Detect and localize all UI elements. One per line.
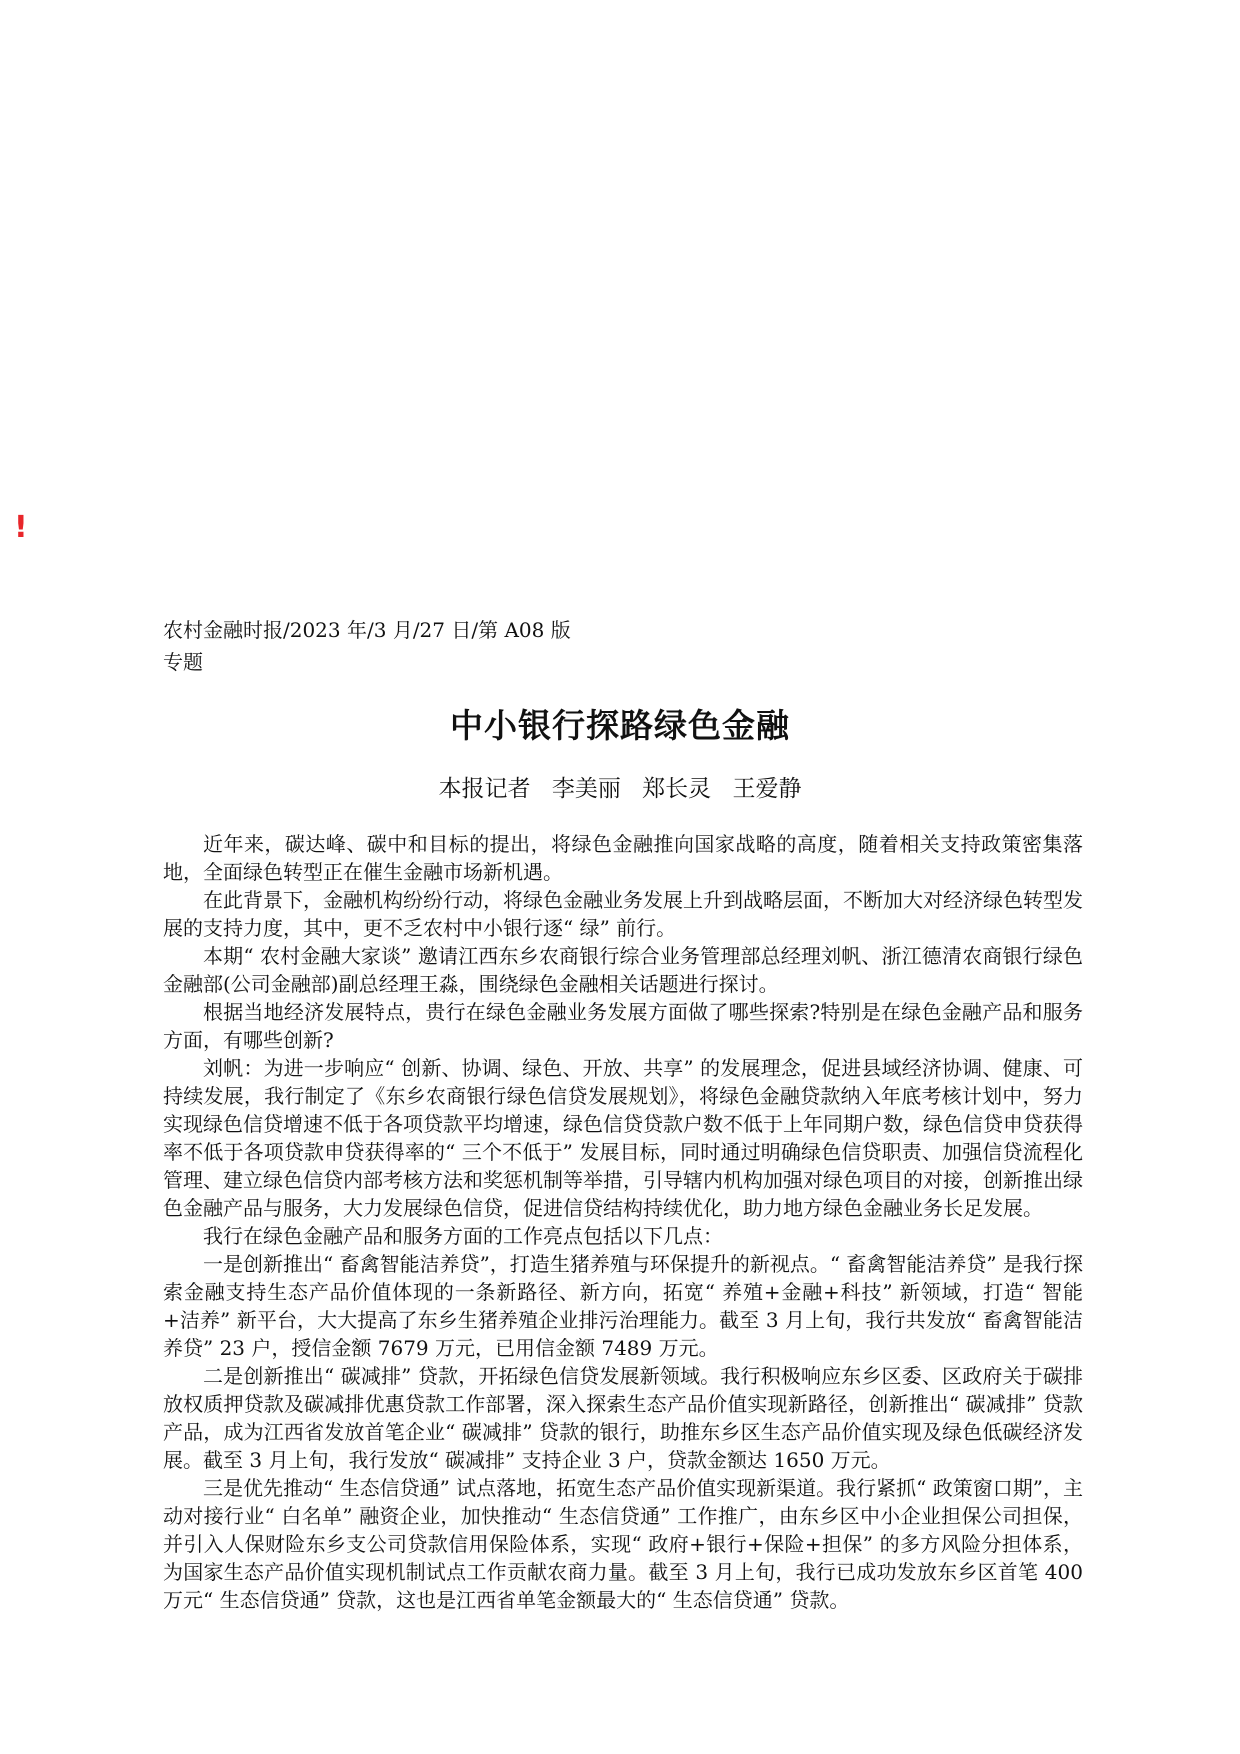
paragraph-background: 在此背景下，金融机构纷纷行动，将绿色金融业务发展上升到战略层面，不断加大对经济绿色转型发展的支持力度，其中，更不乏农村中小银行逐“ 绿” 前行。 (163, 888, 1083, 940)
byline-prefix: 本报记者 (438, 776, 531, 802)
byline (0, 770, 1240, 803)
paragraph-question: 根据当地经济发展特点，贵行在绿色金融业务发展方面做了哪些探索?特别是在绿色金融产品和服务方面，有哪些创新? (163, 1000, 1083, 1052)
source-line: 农村金融时报/2023 年/3 月/27 日/第 A08 版专题 (163, 618, 571, 674)
article-title: 中小银行探路绿色金融 (450, 706, 790, 745)
red-exclamation-mark: ! (14, 510, 28, 545)
paragraph-highlights-intro: 我行在绿色金融产品和服务方面的工作亮点包括以下几点： (203, 1224, 723, 1248)
article-body (163, 830, 1083, 1614)
paragraph-highlight-3: 三是优先推动“ 生态信贷通” 试点落地，拓宽生态产品价值实现新渠道。我行紧抓“ 政策窗口期”，主动对接行业“ 白名单” 融资企业，加快推动“ 生态信贷通” 工作推广，由东乡区中小企业担保公司担保，并引入人保财险东乡支公司贷款信用保险体系，实现“ 政府+银行+保险+担保” 的多方风险分担体系，为国家生态产品价值实现机制试点工作贡献农商力量。截至 3 月上旬，我行已成功发放东乡区首笔 400 万元“ 生态信贷通” 贷款，这也是江西省单笔金额最大的“ 生态信贷通” 贷款。 (163, 1476, 1083, 1612)
byline-author: 王爱静 (732, 776, 802, 802)
byline-author: 李美丽 (551, 776, 621, 802)
paragraph-answer: 刘帆：为进一步响应“ 创新、协调、绿色、开放、共享” 的发展理念，促进县域经济协调、健康、可持续发展，我行制定了《东乡农商银行绿色信贷发展规划》，将绿色金融贷款纳入年底考核计划中，努力实现绿色信贷增速不低于各项贷款平均增速，绿色信贷贷款户数不低于上年同期户数，绿色信贷申贷获得率不低于各项贷款申贷获得率的“ 三个不低于” 发展目标，同时通过明确绿色信贷职责、加强信贷流程化管理、建立绿色信贷内部考核方法和奖惩机制等举措，引导辖内机构加强对绿色项目的对接，创新推出绿色金融产品与服务，大力发展绿色信贷，促进信贷结构持续优化，助力地方绿色金融业务长足发展。 (163, 1056, 1083, 1220)
paragraph-intro: 近年来，碳达峰、碳中和目标的提出，将绿色金融推向国家战略的高度，随着相关支持政策密集落地，全面绿色转型正在催生金融市场新机遇。 (163, 832, 1083, 884)
paragraph-highlight-1: 一是创新推出“ 畜禽智能洁养贷”，打造生猪养殖与环保提升的新视点。“ 畜禽智能洁养贷” 是我行探索金融支持生态产品价值体现的一条新路径、新方向，拓宽“ 养殖+金融+科技” 新领域，打造“ 智能+洁养” 新平台，大大提高了东乡生猪养殖企业排污治理能力。截至 3 月上旬，我行共发放“ 畜禽智能洁养贷” 23 户，授信金额 7679 万元，已用信金额 7489 万元。 (163, 1252, 1083, 1360)
byline-author: 郑长灵 (642, 776, 712, 802)
paragraph-highlight-2: 二是创新推出“ 碳减排” 贷款，开拓绿色信贷发展新领域。我行积极响应东乡区委、区政府关于碳排放权质押贷款及碳减排优惠贷款工作部署，深入探索生态产品价值实现新路径，创新推出“ 碳减排” 贷款产品，成为江西省发放首笔企业“ 碳减排” 贷款的银行，助推东乡区生态产品价值实现及绿色低碳经济发展。截至 3 月上旬，我行发放“ 碳减排” 支持企业 3 户，贷款金额达 1650 万元。 (163, 1364, 1083, 1472)
paragraph-guests: 本期“ 农村金融大家谈” 邀请江西东乡农商银行综合业务管理部总经理刘帆、浙江德清农商银行绿色金融部(公司金融部)副总经理王淼，围绕绿色金融相关话题进行探讨。 (163, 944, 1083, 996)
